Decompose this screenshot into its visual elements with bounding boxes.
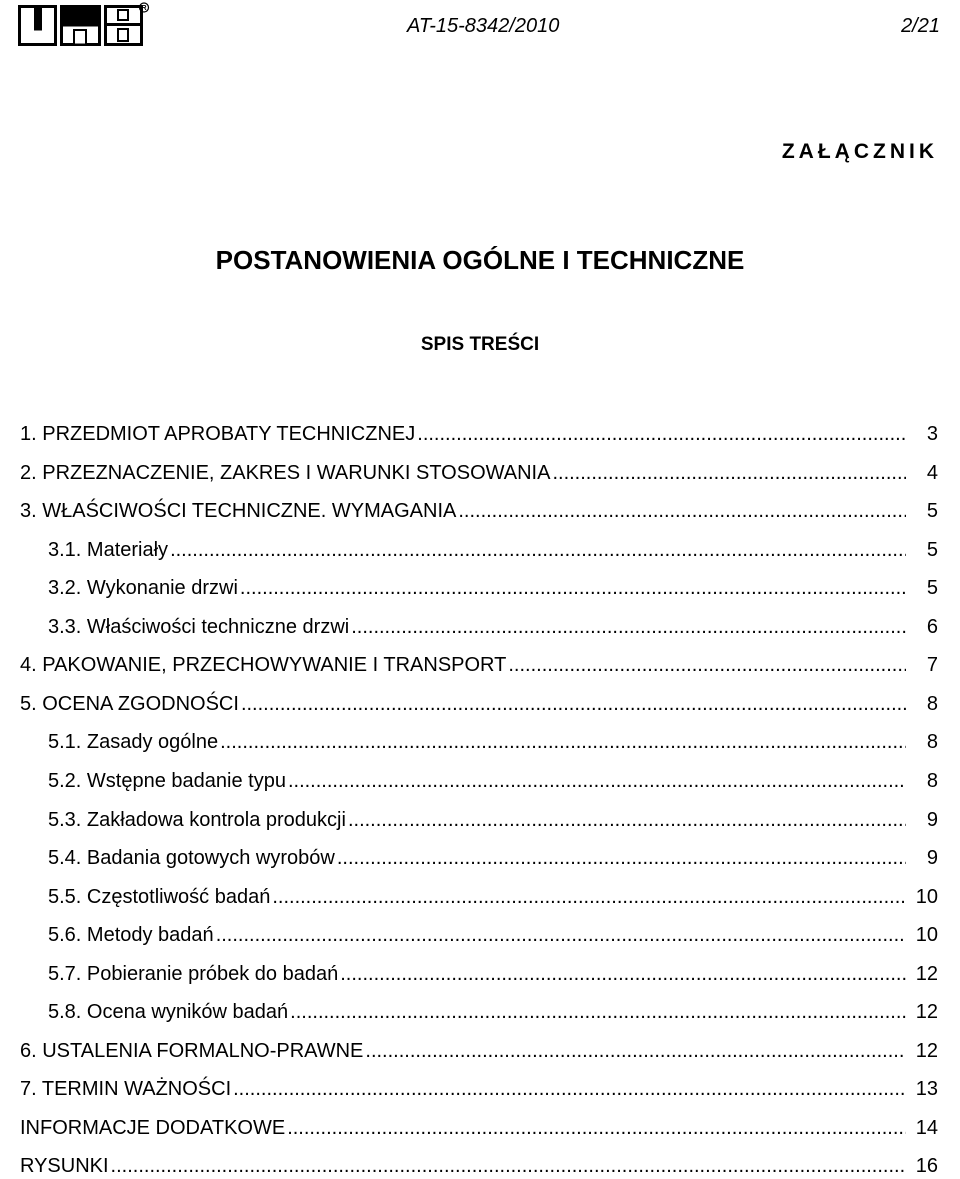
- toc-entry-page: 7: [926, 654, 938, 676]
- toc-entry-label: 6. USTALENIA FORMALNO-PRAWNE: [20, 1040, 364, 1062]
- toc-entry[interactable]: [48, 845, 938, 871]
- toc-entry-page: 8: [926, 693, 938, 715]
- toc-entry-label: 5.8. Ocena wyników badań: [48, 1001, 289, 1023]
- toc-entry[interactable]: [20, 460, 938, 486]
- toc-leader-dots: [216, 922, 906, 948]
- toc-entry-label: 5.7. Pobieranie próbek do badań: [48, 963, 339, 985]
- toc-entry-label: 3.1. Materiały: [48, 539, 169, 561]
- toc-entry-page: 6: [926, 616, 938, 638]
- toc-leader-dots: [287, 1115, 906, 1141]
- toc-leader-dots: [220, 729, 906, 755]
- toc-entry[interactable]: [20, 652, 938, 678]
- toc-entry-page: 8: [926, 731, 938, 753]
- toc-leader-dots: [111, 1153, 906, 1179]
- toc-leader-dots: [458, 498, 906, 524]
- toc-entry-page: 5: [926, 500, 938, 522]
- toc-leader-dots: [290, 999, 906, 1025]
- toc-entry-label: INFORMACJE DODATKOWE: [20, 1117, 286, 1139]
- toc-leader-dots: [170, 537, 906, 563]
- toc-entry[interactable]: [20, 1153, 938, 1179]
- toc-entry-label: 5.4. Badania gotowych wyrobów: [48, 847, 335, 869]
- toc-entry-page: 12: [915, 1040, 938, 1062]
- toc-entry-label: 3. WŁAŚCIWOŚCI TECHNICZNE. WYMAGANIA: [20, 500, 457, 522]
- toc-entry-page: 10: [915, 924, 938, 946]
- toc-entry-page: 9: [926, 847, 938, 869]
- main-title: POSTANOWIENIA OGÓLNE I TECHNICZNE: [215, 245, 745, 275]
- toc-entry-label: 5.2. Wstępne badanie typu: [48, 770, 286, 792]
- toc-entry-page: 9: [926, 809, 938, 831]
- toc-entry-page: 5: [926, 539, 938, 561]
- toc-title: SPIS TREŚCI: [420, 334, 540, 355]
- toc-entry[interactable]: [48, 961, 938, 987]
- toc-entry[interactable]: [20, 1115, 938, 1141]
- toc-entry-label: 3.3. Właściwości techniczne drzwi: [48, 616, 350, 638]
- toc-entry[interactable]: [20, 1076, 938, 1102]
- toc-entry[interactable]: [48, 884, 938, 910]
- toc-leader-dots: [340, 961, 906, 987]
- toc-entry-page: 12: [915, 963, 938, 985]
- toc-entry[interactable]: [48, 614, 938, 640]
- toc-leader-dots: [417, 421, 906, 447]
- annex-title: ZAŁĄCZNIK: [781, 140, 938, 163]
- toc-entry-label: 4. PAKOWANIE, PRZECHOWYWANIE I TRANSPORT: [20, 654, 507, 676]
- toc-entry-page: 3: [926, 423, 938, 445]
- toc-entry-label: 3.2. Wykonanie drzwi: [48, 577, 238, 599]
- toc-leader-dots: [552, 460, 906, 486]
- toc-entry-page: 16: [915, 1155, 938, 1177]
- toc-entry-label: 5.5. Częstotliwość badań: [48, 886, 271, 908]
- toc-entry-label: RYSUNKI: [20, 1155, 109, 1177]
- toc-entry[interactable]: [48, 922, 938, 948]
- toc-leader-dots: [508, 652, 906, 678]
- svg-text:R: R: [141, 5, 147, 13]
- page-number: 2/21: [901, 15, 940, 37]
- toc-entry-label: 5.6. Metody badań: [48, 924, 214, 946]
- toc-entry-page: 13: [915, 1078, 938, 1100]
- toc-leader-dots: [337, 845, 906, 871]
- toc-entry-page: 5: [926, 577, 938, 599]
- toc-entry-label: 5.3. Zakładowa kontrola produkcji: [48, 809, 346, 831]
- toc-entry[interactable]: [48, 729, 938, 755]
- toc-leader-dots: [241, 691, 906, 717]
- toc-entry[interactable]: [20, 498, 938, 524]
- toc-entry[interactable]: [20, 1038, 938, 1064]
- toc-entry[interactable]: [48, 575, 938, 601]
- toc-entry-page: 4: [926, 462, 938, 484]
- toc-leader-dots: [240, 575, 906, 601]
- toc-leader-dots: [351, 614, 906, 640]
- toc-entry[interactable]: [20, 691, 938, 717]
- toc-entry[interactable]: [20, 421, 938, 447]
- toc-entry-label: 5.1. Zasady ogólne: [48, 731, 219, 753]
- toc-entry-page: 14: [915, 1117, 938, 1139]
- toc-entry[interactable]: [48, 999, 938, 1025]
- toc-entry[interactable]: [48, 537, 938, 563]
- document-code: AT-15-8342/2010: [407, 15, 560, 37]
- toc-entry[interactable]: [48, 768, 938, 794]
- toc-leader-dots: [233, 1076, 906, 1102]
- toc-entry-page: 8: [926, 770, 938, 792]
- toc-leader-dots: [348, 807, 906, 833]
- toc-entry-page: 10: [915, 886, 938, 908]
- toc-entry[interactable]: [48, 807, 938, 833]
- toc-leader-dots: [365, 1038, 906, 1064]
- toc-entry-label: 5. OCENA ZGODNOŚCI: [20, 693, 239, 715]
- toc-leader-dots: [272, 884, 906, 910]
- toc-entry-label: 2. PRZEZNACZENIE, ZAKRES I WARUNKI STOSOWANIA: [20, 462, 551, 484]
- toc-entry-label: 1. PRZEDMIOT APROBATY TECHNICZNEJ: [20, 423, 416, 445]
- toc-entry-label: 7. TERMIN WAŻNOŚCI: [20, 1078, 232, 1100]
- toc-entry-page: 12: [915, 1001, 938, 1023]
- toc-leader-dots: [288, 768, 906, 794]
